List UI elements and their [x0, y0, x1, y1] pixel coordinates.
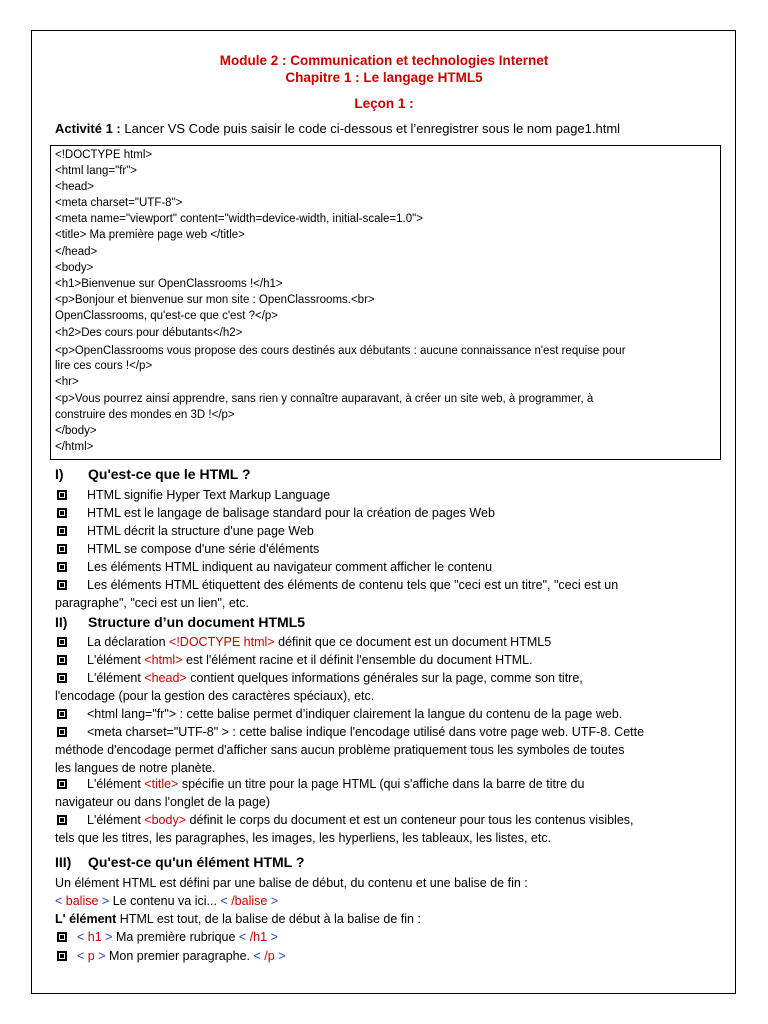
tag-text: balise — [65, 894, 99, 908]
text-run: La déclaration — [87, 635, 170, 649]
list-item — [77, 929, 278, 945]
code-line: </html> — [55, 441, 94, 453]
list-item — [87, 670, 583, 686]
bullet-icon — [57, 562, 67, 572]
section-title: Structure d’un document HTML5 — [88, 614, 305, 630]
bracket: < — [253, 949, 265, 963]
list-item-continuation: les langues de notre planète. — [55, 761, 216, 775]
list-item: HTML se compose d'une série d'éléments — [87, 542, 320, 556]
code-line: construire des mondes en 3D !</p> — [55, 409, 235, 421]
activity-label: Activité 1 : — [55, 121, 121, 136]
syntax-example — [55, 893, 278, 909]
code-line: <hr> — [55, 376, 79, 388]
list-item — [87, 776, 584, 792]
chapter-title: Chapitre 1 : Le langage HTML5 — [285, 70, 483, 85]
code-line: <meta name="viewport" content="width=device-width, initial-scale=1.0"> — [55, 213, 423, 225]
list-item — [77, 948, 286, 964]
bracket: > — [274, 949, 286, 963]
section-3-heading — [55, 854, 304, 870]
tag-text: <title> — [144, 777, 179, 791]
bracket: < — [77, 930, 88, 944]
bold-text: L' élément — [55, 912, 117, 926]
bullet-icon — [57, 932, 67, 942]
bracket: > — [267, 894, 279, 908]
bracket: > — [101, 930, 113, 944]
tag-text: <head> — [144, 671, 187, 685]
bullet-icon — [57, 490, 67, 500]
code-line: <body> — [55, 262, 94, 274]
list-item — [87, 652, 533, 668]
activity-line — [55, 121, 620, 136]
section-number: III) — [55, 854, 72, 870]
code-line: </body> — [55, 425, 97, 437]
bullet-icon — [57, 673, 67, 683]
list-item: HTML décrit la structure d'une page Web — [87, 524, 314, 538]
activity-text: Lancer VS Code puis saisir le code ci-dessous et l’enregistrer sous le nom page1.html — [120, 121, 621, 136]
text-run: L'élément — [87, 777, 145, 791]
code-line: <meta charset="UTF-8"> — [55, 197, 183, 209]
list-item: <meta charset="UTF-8" > : cette balise indique l'encodage utilisé dans votre page web. UTF-8. Cette — [87, 725, 645, 739]
list-item-continuation: tels que les titres, les paragraphes, les images, les hyperliens, les tableaux, les listes, etc. — [55, 831, 552, 845]
list-item-continuation: paragraphe", "ceci est un lien", etc. — [55, 596, 249, 610]
text-run: L'élément — [87, 813, 145, 827]
code-line: <head> — [55, 181, 95, 193]
bracket: < — [220, 894, 232, 908]
text-run: spécifie un titre pour la page HTML (qui s'affiche dans la barre de titre du — [178, 777, 585, 791]
code-line: <p>OpenClassrooms vous propose des cours destinés aux débutants : aucune connaissance n'est requise pour — [55, 345, 626, 357]
text-run: L'élément — [87, 653, 145, 667]
code-line: <p>Vous pourrez ainsi apprendre, sans rien y connaître auparavant, à créer un site web, à programmer, à — [55, 393, 594, 405]
text-run: Le contenu va ici... — [109, 894, 221, 908]
list-item-continuation: l'encodage (pour la gestion des caractères spéciaux), etc. — [55, 689, 375, 703]
bullet-icon — [57, 779, 67, 789]
tag-text: /h1 — [249, 930, 268, 944]
module-title: Module 2 : Communication et technologies Internet — [219, 53, 549, 68]
text-run: Mon premier paragraphe. — [105, 949, 254, 963]
list-item: HTML signifie Hyper Text Markup Language — [87, 488, 331, 502]
list-item — [87, 634, 551, 650]
section-1-heading — [55, 466, 251, 482]
code-line: <html lang="fr"> — [55, 165, 137, 177]
bracket: < — [55, 894, 66, 908]
list-item — [87, 812, 634, 828]
tag-text: <body> — [144, 813, 187, 827]
tag-text: h1 — [87, 930, 102, 944]
text-run: définit le corps du document et est un conteneur pour tous les contenus visibles, — [186, 813, 634, 827]
list-item: Les éléments HTML étiquettent des éléments de contenu tels que "ceci est un titre", "ceci est un — [87, 578, 619, 592]
bullet-icon — [57, 580, 67, 590]
code-line: <h1>Bienvenue sur OpenClassrooms !</h1> — [55, 278, 283, 290]
code-line: <title> Ma première page web </title> — [55, 229, 245, 241]
list-item: <html lang="fr"> : cette balise permet d’indiquer clairement la langue du contenu de la page web. — [87, 707, 623, 721]
bullet-icon — [57, 815, 67, 825]
section-number: I) — [55, 466, 64, 482]
section-title: Qu'est-ce que le HTML ? — [88, 466, 251, 482]
bullet-icon — [57, 544, 67, 554]
text-run: définit que ce document est un document HTML5 — [274, 635, 552, 649]
bracket: > — [94, 949, 106, 963]
text-run: HTML est tout, de la balise de début à la balise de fin : — [116, 912, 421, 926]
tag-text: /p — [264, 949, 275, 963]
tag-text: p — [87, 949, 95, 963]
bullet-icon — [57, 727, 67, 737]
code-line: <h2>Des cours pour débutants</h2> — [55, 327, 243, 339]
paragraph: Un élément HTML est défini par une balise de début, du contenu et une balise de fin : — [55, 876, 528, 890]
bullet-icon — [57, 709, 67, 719]
bullet-icon — [57, 526, 67, 536]
tag-text: <!DOCTYPE html> — [169, 635, 275, 649]
bullet-icon — [57, 951, 67, 961]
code-line: <!DOCTYPE html> — [55, 149, 153, 161]
list-item: HTML est le langage de balisage standard pour la création de pages Web — [87, 506, 495, 520]
lesson-title: Leçon 1 : — [354, 96, 414, 111]
bracket: < — [238, 930, 250, 944]
tag-text: /balise — [231, 894, 268, 908]
tag-text: <html> — [144, 653, 183, 667]
bracket: < — [77, 949, 88, 963]
list-item: Les éléments HTML indiquent au navigateur comment afficher le contenu — [87, 560, 493, 574]
text-run: L'élément — [87, 671, 145, 685]
bracket: > — [267, 930, 278, 944]
paragraph — [55, 911, 421, 927]
text-run: est l'élément racine et il définit l'ensemble du document HTML. — [182, 653, 533, 667]
text-run: contient quelques informations générales sur la page, comme son titre, — [186, 671, 583, 685]
text-run: Ma première rubrique — [112, 930, 239, 944]
section-number: II) — [55, 614, 68, 630]
list-item-continuation: méthode d'encodage permet d'afficher sans aucun problème pratiquement tous les symboles de toutes — [55, 743, 625, 757]
bullet-icon — [57, 637, 67, 647]
section-2-heading — [55, 614, 305, 630]
list-item-continuation: navigateur ou dans l'onglet de la page) — [55, 795, 271, 809]
code-line: </head> — [55, 246, 98, 258]
bracket: > — [98, 894, 110, 908]
code-line: OpenClassrooms, qu'est-ce que c'est ?</p> — [55, 310, 279, 322]
section-title: Qu'est-ce qu'un élément HTML ? — [88, 854, 305, 870]
code-line: <p>Bonjour et bienvenue sur mon site : OpenClassrooms.<br> — [55, 294, 375, 306]
bullet-icon — [57, 508, 67, 518]
code-line: lire ces cours !</p> — [55, 360, 153, 372]
bullet-icon — [57, 655, 67, 665]
